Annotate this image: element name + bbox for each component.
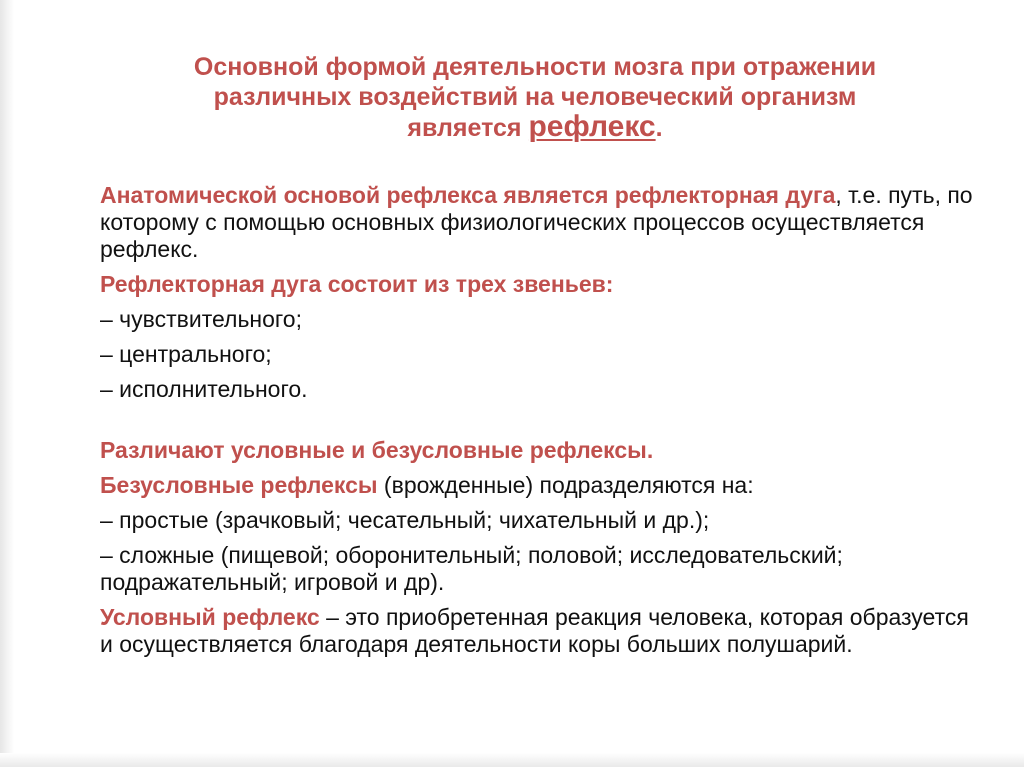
arc-links-heading: Рефлекторная дуга состоит из трех звеньев:: [100, 271, 614, 297]
slide-body: [100, 182, 980, 658]
conditioned-term: Условный рефлекс: [100, 604, 320, 630]
heading-line-3: [100, 112, 970, 143]
unconditioned-paragraph: [100, 472, 980, 499]
unconditioned-term: Безусловные рефлексы: [100, 472, 378, 498]
conditioned-definition: – это приобретенная реакция человека, которая образуется и осуществляется благодаря деятельности коры больших полушарий.: [100, 604, 969, 657]
arc-link-item-1: – чувствительного;: [100, 306, 302, 332]
reflex-arc-paragraph: [100, 182, 980, 263]
arc-link-item-3: – исполнительного.: [100, 376, 308, 402]
reflex-arc-definition: , т.е. путь, по которому с помощью основных физиологических процессов осуществляется рефлекс.: [100, 182, 973, 262]
heading-line-3-prefix: является: [407, 114, 529, 142]
heading-line-1: Основной формой деятельности мозга при отражении: [193, 53, 877, 81]
complex-reflexes-item: – сложные (пищевой; оборонительный; половой; исследовательский; подражательный; игровой и др).: [100, 542, 843, 595]
heading-line-2: различных воздействий на человеческий организм: [213, 83, 857, 111]
reflex-kinds-heading: Различают условные и безусловные рефлексы.: [100, 437, 654, 463]
slide-heading: [100, 52, 970, 143]
left-edge-shadow: [0, 0, 14, 767]
arc-link-item-2: – центрального;: [100, 341, 272, 367]
reflex-arc-term: Анатомической основой рефлекса является рефлекторная дуга: [100, 182, 836, 208]
heading-emphasis-reflex: рефлекс: [528, 110, 656, 143]
conditioned-paragraph: [100, 604, 980, 658]
bottom-edge-shadow: [0, 753, 1024, 767]
unconditioned-definition: (врожденные) подразделяются на:: [377, 472, 754, 498]
heading-period: .: [655, 114, 663, 142]
simple-reflexes-item: – простые (зрачковый; чесательный; чихательный и др.);: [100, 507, 710, 533]
